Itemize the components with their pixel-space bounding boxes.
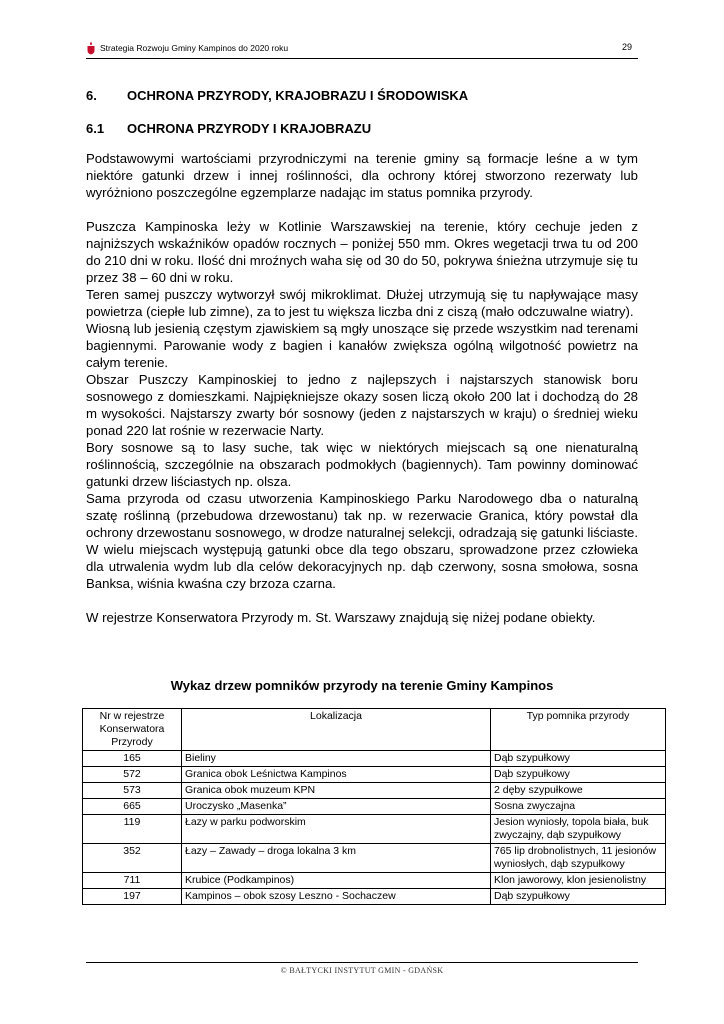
- cell-monument-type: Sosna zwyczajna: [491, 799, 666, 815]
- section-heading: [86, 88, 468, 103]
- table-caption: Wykaz drzew pomników przyrody na terenie Gminy Kampinos: [170, 678, 554, 693]
- table-row: [83, 767, 666, 783]
- header-title: Strategia Rozwoju Gminy Kampinos do 2020 roku: [100, 43, 289, 53]
- nature-monuments-table: [82, 708, 666, 905]
- cell-register-number: 119: [83, 815, 182, 844]
- paragraph: Obszar Puszczy Kampinoskiej to jedno z najlepszych i najstarszych stanowisk boru sosnowego z domieszkami. Najpiękniejsze okazy sosen liczą około 200 lat i dochodzą do 28 m wysokości. Najstarszy zwarty bór sosnowy (jeden z najstarszych w kraju) o średniej wieku ponad 220 lat rośnie w rezerwacie Narty.: [86, 372, 638, 438]
- cell-register-number: 197: [83, 889, 182, 905]
- section-number: 6.: [86, 88, 97, 103]
- cell-register-number: 665: [83, 799, 182, 815]
- cell-register-number: 352: [83, 844, 182, 873]
- cell-register-number: 573: [83, 783, 182, 799]
- cell-location: Granica obok muzeum KPN: [182, 783, 491, 799]
- cell-location: Kampinos – obok szosy Leszno - Sochaczew: [182, 889, 491, 905]
- header-divider: [86, 58, 638, 59]
- paragraph: Teren samej puszczy wytworzył swój mikroklimat. Dłużej utrzymują się tu napływające masy powietrza (ciepłe lub zimne), za to jest tu większa liczba dni z ciszą (mało odczuwalne wiatry).: [86, 287, 638, 319]
- cell-location: Krubice (Podkampinos): [182, 873, 491, 889]
- cell-location: Uroczysko „Masenka”: [182, 799, 491, 815]
- column-header-location: Lokalizacja: [182, 709, 491, 751]
- cell-location: Łazy w parku podworskim: [182, 815, 491, 844]
- paragraph: Wiosną lub jesienią częstym zjawiskiem są mgły unoszące się przede wszystkim nad terenami bagiennymi. Parowanie wody z bagien i kanałów zwiększa ogólną wilgotność powietrz na całym terenie.: [86, 321, 638, 370]
- table-row: [83, 751, 666, 767]
- table-row: [83, 873, 666, 889]
- paragraph: W rejestrze Konserwatora Przyrody m. St. Warszawy znajdują się niżej podane obiekty.: [86, 610, 596, 625]
- subsection-title: OCHRONA PRZYRODY I KRAJOBRAZU: [127, 121, 372, 136]
- gmina-logo-icon: [86, 41, 96, 55]
- paragraph: Podstawowymi wartościami przyrodniczymi na terenie gminy są formacje leśne a w tym niektóre gatunki drzew i innej roślinności, dla ochrony której stworzono rezerwaty lub wyróżniono poszczególne egzemplarze nadając im status pomnika przyrody.: [86, 151, 638, 200]
- cell-monument-type: Klon jaworowy, klon jesienolistny: [491, 873, 666, 889]
- paragraph: Puszcza Kampinoska leży w Kotlinie Warszawskiej na terenie, który cechuje jeden z najniższych wskaźników opadów rocznych – poniżej 550 mm. Okres wegetacji trwa tu od 200 do 210 dni w roku. Ilość dni mroźnych waha się od 30 do 50, pokrywa śnieżna utrzymuje się tu przez 38 – 60 dni w roku.: [86, 219, 638, 285]
- cell-monument-type: 2 dęby szypułkowe: [491, 783, 666, 799]
- page-header: [86, 40, 638, 58]
- cell-monument-type: Dąb szypułkowy: [491, 751, 666, 767]
- cell-monument-type: Dąb szypułkowy: [491, 889, 666, 905]
- column-header-register-number: Nr w rejestrze Konserwatora Przyrody: [83, 709, 182, 751]
- section-title: OCHRONA PRZYRODY, KRAJOBRAZU I ŚRODOWISKA: [127, 88, 469, 103]
- footer-divider: [86, 962, 638, 963]
- cell-monument-type: 765 lip drobnolistnych, 11 jesionów wyniosłych, dąb szypułkowy: [491, 844, 666, 873]
- paragraph: Bory sosnowe są to lasy suche, tak więc w niektórych miejscach są one nienaturalną roślinnością, szczególnie na obszarach podmokłych (bagiennych). Tam powinny dominować gatunki drzew liściastych np. olsza.: [86, 440, 638, 489]
- subsection-heading: [86, 121, 371, 136]
- cell-monument-type: Dąb szypułkowy: [491, 767, 666, 783]
- table-header-row: [83, 709, 666, 751]
- cell-location: Granica obok Leśnictwa Kampinos: [182, 767, 491, 783]
- page-number: 29: [621, 42, 632, 52]
- page-footer: © BAŁTYCKI INSTYTUT GMIN - GDAŃSK: [280, 966, 444, 975]
- table-row: [83, 844, 666, 873]
- body-text: [86, 150, 638, 626]
- cell-register-number: 165: [83, 751, 182, 767]
- paragraph: Sama przyroda od czasu utworzenia Kampinoskiego Parku Narodowego dba o naturalną szatę roślinną (przebudowa drzewostanu) tak np. w rezerwacie Granica, który powstał dla ochrony drzewostanu sosnowego, w drodze naturalnej selekcji, odradzają się gatunki liściaste. W wielu miejscach występują gatunki obce dla tego obszaru, sprowadzone przez człowieka dla utrwalenia wydm lub dla celów dekoracyjnych np. dąb czerwony, sosna smołowa, sosna Banksa, wiśnia kwaśna czy brzoza czarna.: [86, 491, 638, 591]
- cell-location: Bieliny: [182, 751, 491, 767]
- table-row: [83, 783, 666, 799]
- cell-monument-type: Jesion wyniosły, topola biała, buk zwyczajny, dąb szypułkowy: [491, 815, 666, 844]
- cell-location: Łazy – Zawady – droga lokalna 3 km: [182, 844, 491, 873]
- table-row: [83, 815, 666, 844]
- table-row: [83, 889, 666, 905]
- column-header-monument-type: Typ pomnika przyrody: [491, 709, 666, 751]
- subsection-number: 6.1: [86, 121, 105, 136]
- table-row: [83, 799, 666, 815]
- cell-register-number: 572: [83, 767, 182, 783]
- cell-register-number: 711: [83, 873, 182, 889]
